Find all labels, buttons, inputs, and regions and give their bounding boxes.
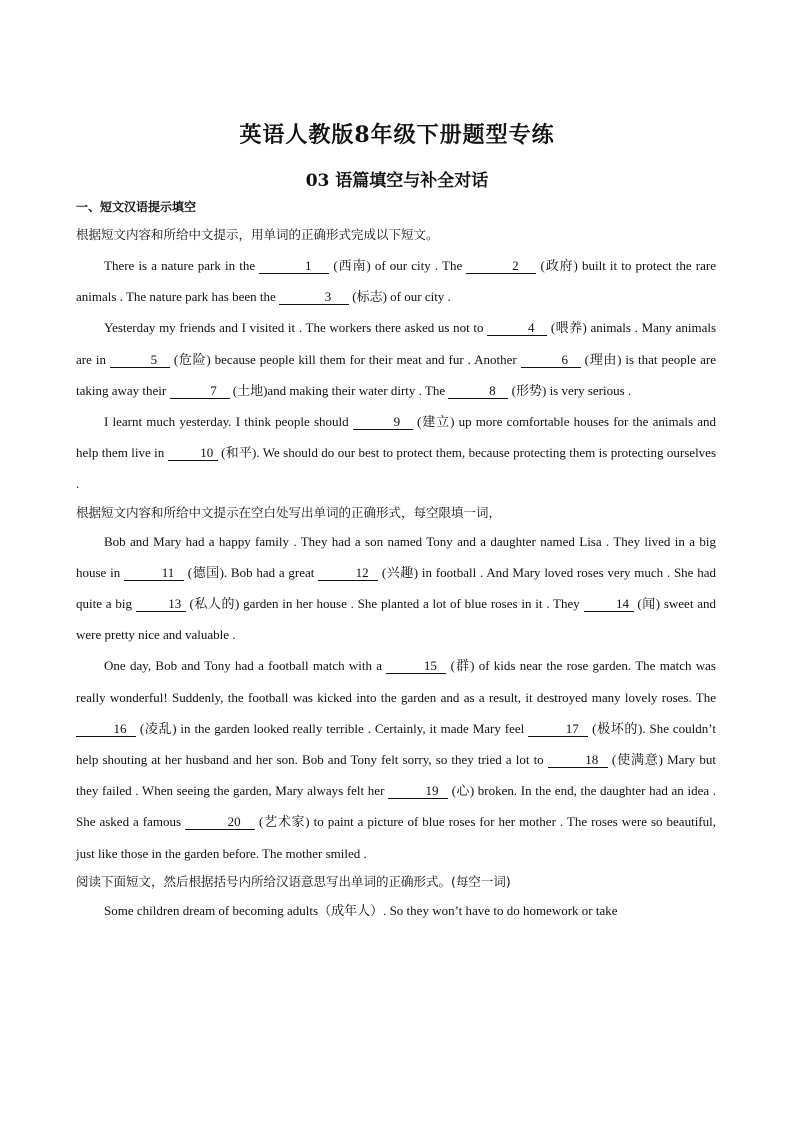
text: (群) of kids near the rose garden. The match was really wonderful! Suddenly, the football was kicked into the garden and as a result, it destroyed many lovely roses. The — [76, 658, 716, 705]
text: (西南) of our city . The — [329, 258, 467, 273]
passage-2-paragraph-2 — [76, 650, 716, 868]
passage-2-paragraph-1 — [76, 526, 716, 651]
text: (土地)and making their water dirty . The — [229, 382, 449, 398]
blank-15[interactable]: 15 — [386, 659, 446, 674]
text: (形势) is very serious . — [508, 382, 632, 398]
text: (艺术家) to paint a picture of blue roses for her mother . The roses were so beautiful, just like those in the garden before. The mother smiled . — [76, 814, 716, 861]
blank-16[interactable]: 16 — [76, 722, 136, 737]
text: Some children dream of becoming adults（成年人）. So they won’t have to do homework or take — [104, 902, 618, 918]
blank-10[interactable]: 10 — [168, 446, 218, 461]
text: (闻) sweet and were pretty nice and valuable . — [76, 596, 716, 643]
text: One day, Bob and Tony had a football match with a — [104, 658, 387, 674]
passage-3-paragraph-1 — [76, 895, 716, 926]
text: (凌乱) in the garden looked really terrible . Certainly, it made Mary feel — [136, 720, 529, 736]
text: (心) broken. In the end, the daughter had an idea . She asked a famous — [76, 783, 717, 830]
blank-4[interactable]: 4 — [487, 321, 547, 336]
blank-7[interactable]: 7 — [170, 384, 230, 399]
blank-3[interactable]: 3 — [279, 290, 349, 305]
text: (标志) of our city . — [349, 289, 451, 305]
text: (理由) is that people are taking away their — [76, 351, 716, 398]
page-title: 英语人教版8年级下册题型专练 — [239, 122, 555, 148]
blank-9[interactable]: 9 — [353, 415, 413, 430]
text: (私人的) garden in her house . She planted a lot of blue roses in it . They — [185, 596, 584, 612]
blank-19[interactable]: 19 — [388, 784, 448, 799]
text: (喂养) animals . Many animals are in — [76, 320, 717, 367]
text: There is a nature park in the — [104, 258, 260, 273]
blank-12[interactable]: 12 — [318, 566, 378, 581]
text: (德国). Bob had a great — [183, 564, 319, 580]
passage-1-paragraph-1 — [76, 250, 716, 312]
blank-1[interactable]: 1 — [259, 259, 329, 274]
page-subtitle: 03 语篇填空与补全对话 — [305, 171, 489, 191]
blank-17[interactable]: 17 — [528, 722, 588, 737]
passage-1-paragraph-2 — [76, 312, 716, 406]
text: Bob and Mary had a happy family . They had a son named Tony and a daughter named Lisa . They lived in a big house in — [76, 533, 716, 580]
text: (和平). We should do our best to protect them, because protecting them is protecting ourselves . — [76, 445, 717, 492]
text: (政府) built it to protect the rare animals . The nature park has been the — [76, 258, 716, 305]
blank-11[interactable]: 11 — [124, 566, 184, 581]
blank-6[interactable]: 6 — [521, 353, 581, 368]
text: (建立) up more comfortable houses for the animals and help them live in — [76, 414, 716, 461]
text: (兴趣) in football . And Mary loved roses very much . She had quite a big — [76, 564, 716, 612]
section-heading: 一、短文汉语提示填空 — [76, 200, 197, 214]
blank-2[interactable]: 2 — [466, 259, 536, 274]
blank-8[interactable]: 8 — [448, 384, 508, 399]
text: I learnt much yesterday. I think people should — [104, 414, 353, 430]
text: (极坏的). She couldn’t help shouting at her husband and her son. Bob and Tony felt sorry, so they tried a lot to — [76, 720, 717, 768]
instruction-3: 阅读下面短文，然后根据括号内所给汉语意思写出单词的正确形式。(每空一词) — [76, 873, 511, 889]
text: Yesterday my friends and I visited it . The workers there asked us not to — [104, 320, 488, 336]
blank-18[interactable]: 18 — [548, 753, 608, 768]
blank-5[interactable]: 5 — [110, 353, 170, 368]
passage-1-paragraph-3 — [76, 406, 716, 500]
instruction-2: 根据短文内容和所给中文提示在空白处写出单词的正确形式，每空限填一词， — [76, 504, 502, 520]
instruction-1: 根据短文内容和所给中文提示，用单词的正确形式完成以下短文。 — [76, 227, 439, 242]
text: (使满意) Mary but they failed . When seeing the garden, Mary always felt her — [76, 752, 716, 799]
blank-13[interactable]: 13 — [136, 597, 186, 612]
blank-14[interactable]: 14 — [584, 597, 634, 612]
text: (危险) because people kill them for their meat and fur . Another — [169, 351, 521, 367]
blank-20[interactable]: 20 — [185, 815, 255, 830]
document-body — [76, 222, 716, 926]
